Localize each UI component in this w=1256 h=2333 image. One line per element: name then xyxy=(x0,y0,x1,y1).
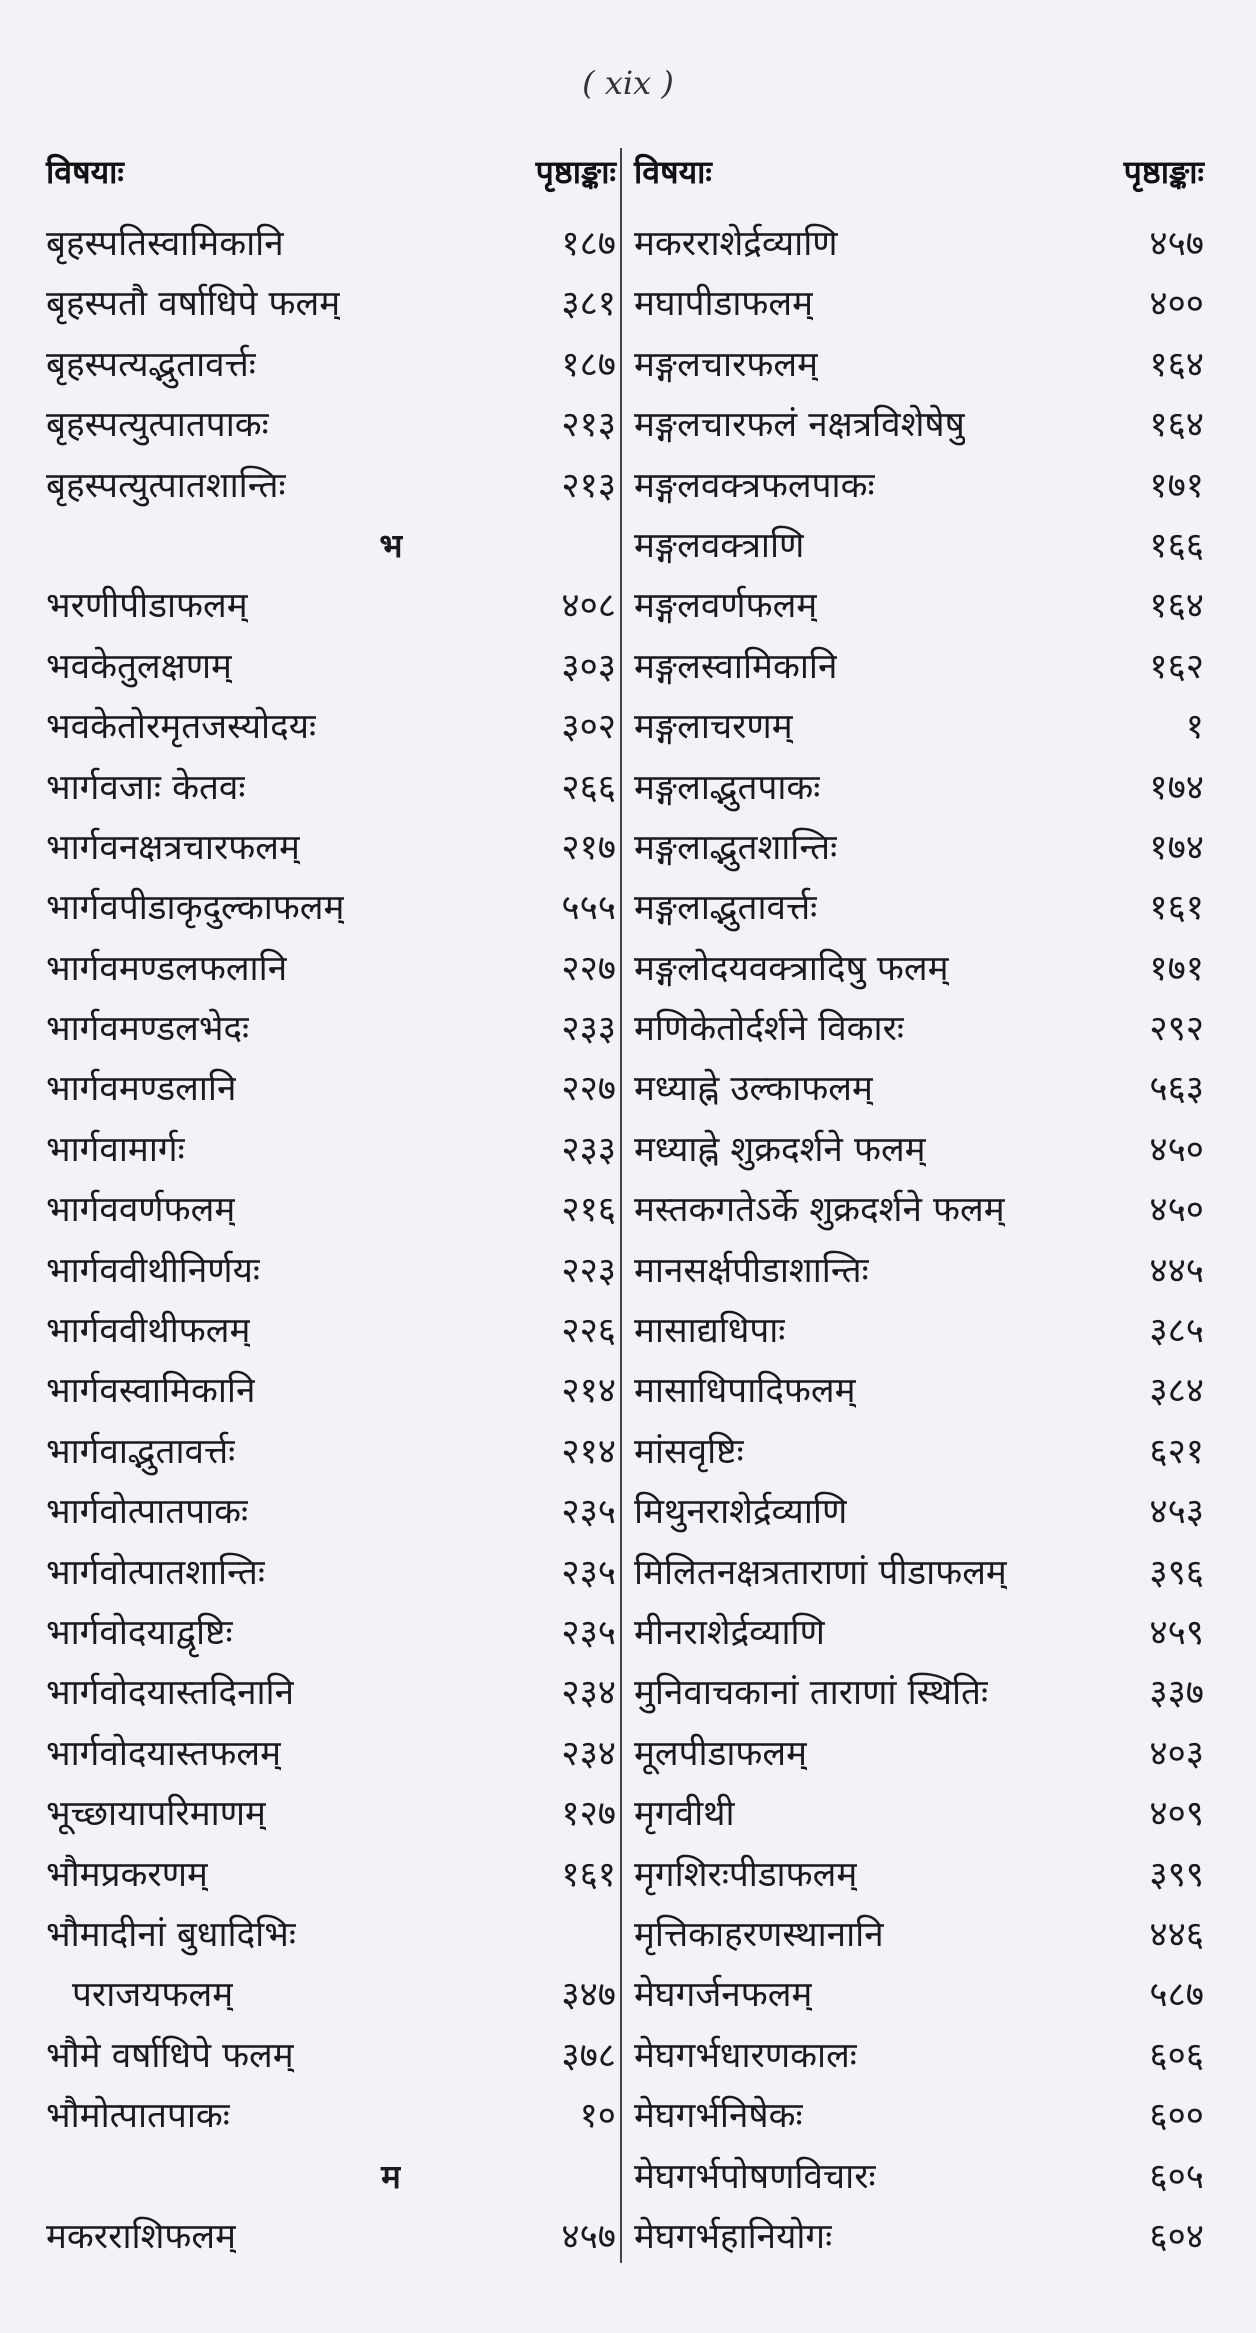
entry-title: मेघगर्जनफलम् xyxy=(634,1975,813,2016)
index-entry xyxy=(46,1965,616,2025)
entry-title: मूलपीडाफलम् xyxy=(634,1733,808,1774)
entry-page-number: १६४ xyxy=(1149,405,1204,446)
entry-title: मीनराशेर्द्रव्याणि xyxy=(634,1612,825,1653)
subject-header: विषयाः xyxy=(46,153,124,191)
entry-title: भार्गवोत्पातपाकः xyxy=(46,1492,249,1533)
entry-title: मध्याह्ने उल्काफलम् xyxy=(634,1069,873,1110)
entry-page-number: १७१ xyxy=(1149,948,1204,989)
entry-page-number: २१४ xyxy=(561,1371,616,1412)
entry-page-number: २१७ xyxy=(561,827,616,868)
entry-title: बृहस्पतौ वर्षाधिपे फलम् xyxy=(46,284,341,325)
index-entry xyxy=(46,1361,616,1421)
entry-title: मृत्तिकाहरणस्थानानि xyxy=(634,1914,884,1955)
entry-page-number: १८७ xyxy=(561,224,616,264)
entry-page-number: ५६३ xyxy=(1149,1069,1204,1110)
entry-page-number: ६०५ xyxy=(1149,2156,1204,2197)
index-entry xyxy=(634,878,1204,938)
entry-title: मेघगर्भनिषेकः xyxy=(634,2096,803,2137)
entry-title: भवकेतुलक्षणम् xyxy=(46,646,232,687)
index-entry xyxy=(634,697,1204,757)
entry-page-number: २३३ xyxy=(561,1009,616,1050)
index-entry xyxy=(634,2086,1204,2146)
entry-title: मङ्गलचारफलं नक्षत्रविशेषेषु xyxy=(634,405,965,446)
entry-page-number: १६१ xyxy=(561,1854,616,1895)
entry-page-number: ४४५ xyxy=(1149,1250,1204,1291)
entry-title: मघापीडाफलम् xyxy=(634,284,814,325)
entry-title: मिलितनक्षत्रताराणां पीडाफलम् xyxy=(634,1552,1007,1593)
entry-title: मुनिवाचकानां ताराणां स्थितिः xyxy=(634,1673,989,1714)
entry-page-number: २९२ xyxy=(1149,1009,1204,1050)
index-entry xyxy=(46,456,616,516)
entry-title: भार्गवपीडाकृदुल्काफलम् xyxy=(46,888,345,929)
entry-page-number: ६२१ xyxy=(1149,1431,1204,1472)
entry-title: मानसर्क्षपीडाशान्तिः xyxy=(634,1250,869,1291)
index-entry xyxy=(634,1784,1204,1844)
index-entry xyxy=(634,1965,1204,2025)
entry-page-number: ३३७ xyxy=(1149,1673,1204,1714)
entry-page-number: ४०८ xyxy=(561,586,616,627)
entry-page-number: १६४ xyxy=(1149,344,1204,385)
entry-title: बृहस्पतिस्वामिकानि xyxy=(46,224,284,264)
entry-title: म xyxy=(381,2156,401,2196)
entry-page-number: २२६ xyxy=(561,1311,616,1352)
index-entry xyxy=(46,335,616,395)
page-header: पृष्ठाङ्काः xyxy=(1123,153,1204,191)
entry-page-number: ३८५ xyxy=(1149,1311,1204,1352)
entry-title: मङ्गलाद्भुतपाकः xyxy=(634,767,821,808)
index-entry xyxy=(46,214,616,274)
section-letter-heading xyxy=(46,2147,616,2207)
entry-page-number: २३४ xyxy=(561,1733,616,1774)
entry-title: भार्गववीथीफलम् xyxy=(46,1311,251,1352)
entry-title: भौमप्रकरणम् xyxy=(46,1854,208,1895)
entry-page-number: १० xyxy=(579,2096,616,2137)
entry-page-number: २६६ xyxy=(561,767,616,808)
entry-title: भ xyxy=(379,525,403,565)
entry-title: बृहस्पत्युत्पातशान्तिः xyxy=(46,465,286,506)
page-number: ( xix ) xyxy=(582,64,674,102)
index-entry xyxy=(46,2207,616,2267)
index-entry xyxy=(634,999,1204,1059)
entry-title: भार्गवनक्षत्रचारफलम् xyxy=(46,827,300,868)
entry-page-number: १६१ xyxy=(1149,888,1204,929)
index-entry xyxy=(634,2147,1204,2207)
entry-page-number: ५८७ xyxy=(1149,1975,1204,2016)
index-entry xyxy=(46,1059,616,1119)
entry-page-number: ३९९ xyxy=(1149,1854,1204,1895)
entry-page-number: ४५७ xyxy=(1149,224,1204,264)
entry-title: भौमे वर्षाधिपे फलम् xyxy=(46,2035,294,2076)
index-entry xyxy=(634,576,1204,636)
entry-title: बृहस्पत्युत्पातपाकः xyxy=(46,405,269,446)
entry-page-number: ६०६ xyxy=(1149,2035,1204,2076)
entry-title: भवकेतोरमृतजस्योदयः xyxy=(46,707,317,748)
index-entry xyxy=(46,939,616,999)
entry-page-number: १८७ xyxy=(561,344,616,385)
index-entry xyxy=(634,214,1204,274)
index-entry xyxy=(46,1120,616,1180)
entry-title: भार्गवोदयास्तदिनानि xyxy=(46,1673,295,1714)
index-entry xyxy=(634,1120,1204,1180)
entry-title: मङ्गलाचरणम् xyxy=(634,707,793,748)
entry-page-number: ३०२ xyxy=(561,707,616,748)
index-column-right xyxy=(634,150,1204,2267)
entry-page-number: १७४ xyxy=(1149,827,1204,868)
entry-page-number: ३७८ xyxy=(561,2035,616,2076)
index-entry xyxy=(634,2207,1204,2267)
entry-title: बृहस्पत्यद्भुतावर्त्तः xyxy=(46,344,256,385)
index-entry xyxy=(46,1543,616,1603)
entry-page-number: ३०३ xyxy=(561,646,616,687)
entry-title: मङ्गलस्वामिकानि xyxy=(634,646,838,687)
entry-title: मांसवृष्टिः xyxy=(634,1431,744,1472)
entry-title: भार्गवस्वामिकानि xyxy=(46,1371,256,1412)
entry-title: मङ्गलोदयवक्त्रादिषु फलम् xyxy=(634,948,949,989)
entry-title: मृगवीथी xyxy=(634,1794,735,1835)
entry-title: मध्याह्ने शुक्रदर्शने फलम् xyxy=(634,1129,926,1170)
entry-title: मेघगर्भपोषणविचारः xyxy=(634,2156,876,2197)
index-entry xyxy=(634,1663,1204,1723)
entry-title: भार्गवामार्गः xyxy=(46,1129,185,1170)
index-entry xyxy=(634,274,1204,334)
index-entry xyxy=(634,2026,1204,2086)
entry-title: मृगशिरःपीडाफलम् xyxy=(634,1854,858,1895)
index-entry xyxy=(634,335,1204,395)
entry-title: मस्तकगतेऽर्के शुक्रदर्शने फलम् xyxy=(634,1190,1005,1231)
entry-page-number: १ xyxy=(1185,707,1204,748)
index-entry xyxy=(46,1905,616,1965)
index-entry xyxy=(46,1482,616,1542)
index-entry xyxy=(634,395,1204,455)
entry-page-number: २२७ xyxy=(561,1069,616,1110)
index-column-left xyxy=(46,150,616,2267)
entry-title: मिथुनराशेर्द्रव्याणि xyxy=(634,1492,848,1533)
entry-page-number: २३३ xyxy=(561,1129,616,1170)
entry-title: मङ्गलवक्त्रफलपाकः xyxy=(634,465,875,506)
entry-page-number: २३५ xyxy=(561,1552,616,1593)
entry-title: मासाद्यधिपाः xyxy=(634,1311,786,1352)
index-entry xyxy=(46,1422,616,1482)
entry-title: मङ्गलवक्त्राणि xyxy=(634,525,805,566)
entry-title: भौमोत्पातपाकः xyxy=(46,2096,230,2137)
index-entry xyxy=(46,1241,616,1301)
index-entry xyxy=(46,1603,616,1663)
index-entry xyxy=(46,2086,616,2146)
index-entry xyxy=(634,1301,1204,1361)
entry-page-number: २२३ xyxy=(561,1250,616,1291)
index-entry xyxy=(634,939,1204,999)
entry-page-number: २३५ xyxy=(561,1492,616,1533)
index-entry xyxy=(46,576,616,636)
entry-page-number: ६०४ xyxy=(1149,2216,1204,2257)
entry-title: भार्गवाद्भुतावर्त्तः xyxy=(46,1431,236,1472)
index-entry xyxy=(634,1482,1204,1542)
entry-page-number: ३८४ xyxy=(1149,1371,1204,1412)
entry-title: भार्गवमण्डलभेदः xyxy=(46,1009,250,1050)
index-entry xyxy=(634,1543,1204,1603)
index-entry xyxy=(634,1059,1204,1119)
entry-title: भार्गवमण्डलफलानि xyxy=(46,948,288,989)
entry-page-number: १२७ xyxy=(561,1794,616,1835)
entry-title: भार्गवोदयाद्वृष्टिः xyxy=(46,1612,233,1653)
index-entry xyxy=(46,818,616,878)
index-entry xyxy=(46,395,616,455)
index-entry xyxy=(46,2026,616,2086)
entry-title: मङ्गलचारफलम् xyxy=(634,344,819,385)
entry-title: पराजयफलम् xyxy=(72,1975,234,2016)
entry-title: भार्गववीथीनिर्णयः xyxy=(46,1250,260,1291)
subject-header: विषयाः xyxy=(634,153,712,191)
entry-page-number: ४०३ xyxy=(1149,1733,1204,1774)
entry-page-number: २१३ xyxy=(561,405,616,446)
entry-page-number: ३४७ xyxy=(561,1975,616,2016)
index-entry xyxy=(634,1603,1204,1663)
entry-title: भार्गवमण्डलानि xyxy=(46,1069,237,1110)
index-entry xyxy=(634,1180,1204,1240)
index-entry xyxy=(46,878,616,938)
entry-page-number: ३८१ xyxy=(561,284,616,325)
entry-page-number: ४५७ xyxy=(561,2216,616,2257)
entry-title: मेघगर्भहानियोगः xyxy=(634,2216,833,2257)
index-entry xyxy=(634,1422,1204,1482)
index-entry xyxy=(46,1301,616,1361)
column-divider xyxy=(620,148,622,2263)
index-entry xyxy=(46,274,616,334)
entry-title: मकरराशेर्द्रव्याणि xyxy=(634,224,838,264)
index-entry xyxy=(634,456,1204,516)
entry-page-number: ४४६ xyxy=(1149,1914,1204,1955)
entry-page-number: ४५० xyxy=(1149,1190,1204,1231)
column-header xyxy=(634,150,1204,214)
index-entry xyxy=(46,1663,616,1723)
entry-page-number: ४५३ xyxy=(1149,1492,1204,1533)
index-entry xyxy=(46,1724,616,1784)
entry-title: मकरराशिफलम् xyxy=(46,2216,237,2257)
entry-title: भौमादीनां बुधादिभिः xyxy=(46,1914,296,1955)
entry-page-number: १६४ xyxy=(1149,586,1204,627)
index-list xyxy=(46,214,616,2267)
index-entry xyxy=(46,999,616,1059)
index-entry xyxy=(46,1845,616,1905)
index-list xyxy=(634,214,1204,2267)
index-entry xyxy=(634,1361,1204,1421)
entry-title: भरणीपीडाफलम् xyxy=(46,586,248,627)
entry-page-number: १६६ xyxy=(1149,525,1204,566)
entry-page-number: २१४ xyxy=(561,1431,616,1472)
page-header: पृष्ठाङ्काः xyxy=(535,153,616,191)
index-entry xyxy=(634,818,1204,878)
entry-title: भार्गवोदयास्तफलम् xyxy=(46,1733,282,1774)
index-entry xyxy=(634,1905,1204,1965)
entry-page-number: १७४ xyxy=(1149,767,1204,808)
index-entry xyxy=(46,697,616,757)
index-entry xyxy=(46,637,616,697)
entry-page-number: २३५ xyxy=(561,1612,616,1653)
entry-page-number: ४०० xyxy=(1149,284,1204,325)
entry-title: भूच्छायापरिमाणम् xyxy=(46,1794,266,1835)
index-entry xyxy=(46,1784,616,1844)
entry-title: भार्गवोत्पातशान्तिः xyxy=(46,1552,265,1593)
index-entry xyxy=(634,516,1204,576)
entry-title: मङ्गलाद्भुतावर्त्तः xyxy=(634,888,818,929)
entry-page-number: २१६ xyxy=(561,1190,616,1231)
entry-page-number: १७१ xyxy=(1149,465,1204,506)
entry-page-number: १६२ xyxy=(1149,646,1204,687)
index-entry xyxy=(634,758,1204,818)
index-entry xyxy=(634,637,1204,697)
entry-page-number: २१३ xyxy=(561,465,616,506)
index-entry xyxy=(46,758,616,818)
section-letter-heading xyxy=(46,516,616,576)
entry-title: मङ्गलवर्णफलम् xyxy=(634,586,818,627)
entry-title: मेघगर्भधारणकालः xyxy=(634,2035,857,2076)
entry-page-number: ४०९ xyxy=(1149,1794,1204,1835)
entry-page-number: २२७ xyxy=(561,948,616,989)
index-entry xyxy=(634,1724,1204,1784)
entry-page-number: २३४ xyxy=(561,1673,616,1714)
entry-page-number: ४५९ xyxy=(1149,1612,1204,1653)
column-header xyxy=(46,150,616,214)
entry-title: मणिकेतोर्दर्शने विकारः xyxy=(634,1009,904,1050)
entry-page-number: ३९६ xyxy=(1149,1552,1204,1593)
entry-page-number: ४५० xyxy=(1149,1129,1204,1170)
entry-title: मङ्गलाद्भुतशान्तिः xyxy=(634,827,838,868)
entry-title: भार्गवजाः केतवः xyxy=(46,767,246,808)
index-entry xyxy=(46,1180,616,1240)
entry-title: मासाधिपादिफलम् xyxy=(634,1371,856,1412)
entry-page-number: ६०० xyxy=(1149,2096,1204,2137)
entry-title: भार्गववर्णफलम् xyxy=(46,1190,236,1231)
index-entry xyxy=(634,1241,1204,1301)
entry-page-number: ५५५ xyxy=(561,888,616,929)
index-entry xyxy=(634,1845,1204,1905)
